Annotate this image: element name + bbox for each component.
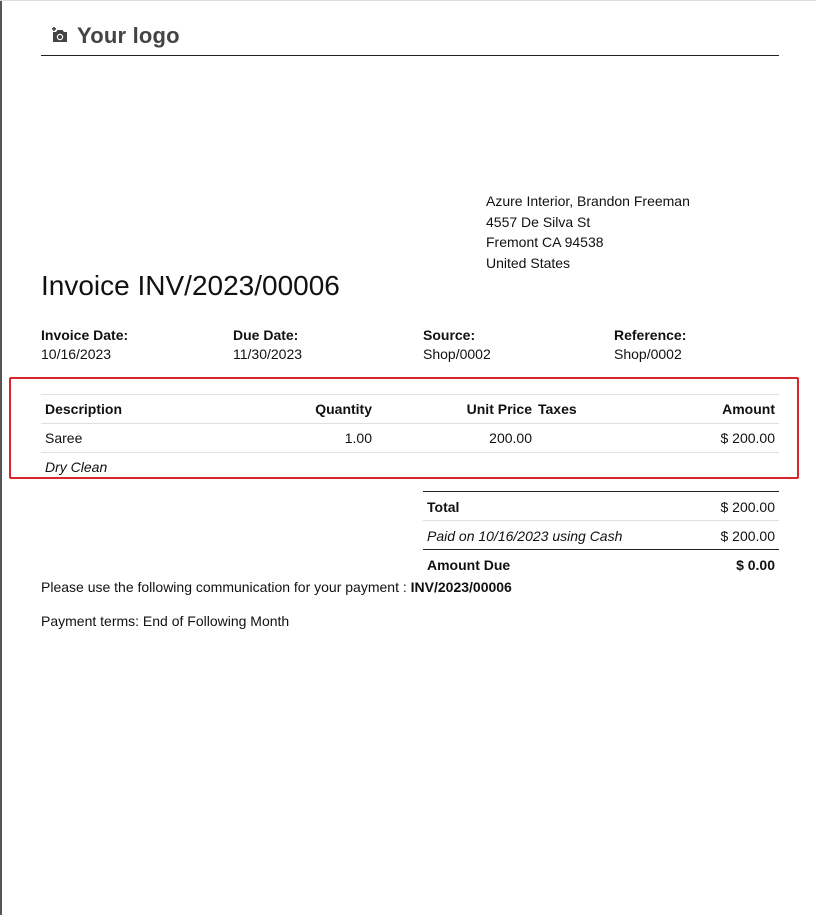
reference-label: Reference: bbox=[614, 327, 687, 343]
invoice-info bbox=[41, 327, 779, 367]
totals-table bbox=[423, 491, 779, 578]
customer-address bbox=[486, 191, 690, 273]
invoice-lines-table bbox=[41, 394, 779, 481]
page-left-border bbox=[0, 0, 2, 915]
address-line: Fremont CA 94538 bbox=[486, 234, 604, 250]
address-line: United States bbox=[486, 254, 571, 271]
row-unit-price: 200.00 bbox=[489, 430, 532, 446]
header-taxes: Taxes bbox=[538, 401, 577, 417]
total-value: $ 200.00 bbox=[720, 499, 775, 515]
table-note-row bbox=[41, 452, 779, 481]
header-amount: Amount bbox=[722, 401, 775, 417]
table-header bbox=[41, 394, 779, 423]
communication-reference: INV/2023/00006 bbox=[410, 579, 512, 595]
invoice-date-block bbox=[41, 327, 128, 362]
line-note: Dry Clean bbox=[45, 459, 108, 475]
amount-due-value: $ 0.00 bbox=[736, 557, 775, 573]
invoice-date-label: Invoice Date: bbox=[41, 327, 129, 343]
reference-block bbox=[614, 327, 686, 362]
payment-value: $ 200.00 bbox=[720, 528, 775, 544]
amount-due-row bbox=[423, 549, 779, 578]
invoice-title: Invoice INV/2023/00006 bbox=[41, 270, 340, 301]
amount-due-label: Amount Due bbox=[427, 557, 511, 573]
payment-row bbox=[423, 520, 779, 549]
invoice-date-value: 10/16/2023 bbox=[41, 346, 112, 362]
logo-text: Your logo bbox=[77, 23, 180, 48]
header-description: Description bbox=[45, 401, 123, 417]
row-description: Saree bbox=[45, 430, 83, 446]
due-date-block bbox=[233, 327, 302, 362]
due-date-label: Due Date: bbox=[233, 327, 299, 343]
payment-terms: Payment terms: End of Following Month bbox=[41, 613, 290, 629]
payment-communication bbox=[41, 579, 512, 595]
page-top-border bbox=[0, 0, 816, 1]
table-row bbox=[41, 423, 779, 452]
payment-label: Paid on 10/16/2023 using Cash bbox=[427, 528, 623, 544]
address-line: 4557 De Silva St bbox=[486, 213, 591, 230]
total-label: Total bbox=[427, 499, 460, 515]
due-date-value: 11/30/2023 bbox=[233, 346, 303, 362]
camera-icon bbox=[51, 27, 69, 45]
row-amount: $ 200.00 bbox=[720, 430, 775, 446]
total-row bbox=[423, 491, 779, 520]
source-label: Source: bbox=[423, 327, 476, 343]
address-line: Azure Interior, Brandon Freeman bbox=[486, 193, 690, 209]
source-block bbox=[423, 327, 491, 362]
header-unit-price: Unit Price bbox=[466, 401, 532, 417]
row-quantity: 1.00 bbox=[344, 430, 372, 446]
logo[interactable] bbox=[51, 23, 180, 49]
page-header bbox=[41, 20, 779, 56]
source-value: Shop/0002 bbox=[423, 346, 491, 362]
communication-text: Please use the following communication for your payment : bbox=[41, 579, 411, 595]
header-quantity: Quantity bbox=[315, 401, 372, 417]
reference-value: Shop/0002 bbox=[614, 346, 682, 362]
